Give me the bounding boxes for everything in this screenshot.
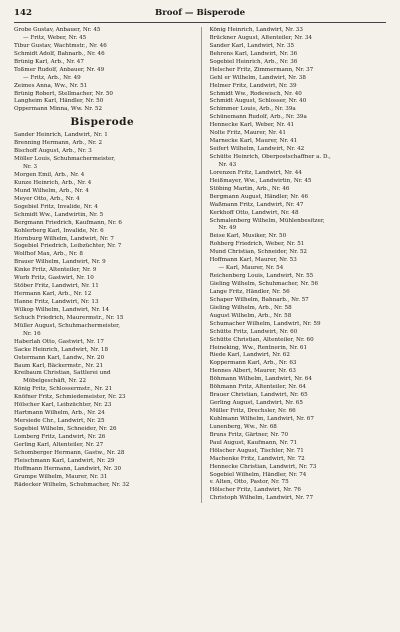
list-item: Möbelgeschäft, Nr. 22 bbox=[23, 378, 87, 385]
list-item: Hölscher August, Tischler, Nr. 71 bbox=[209, 447, 304, 454]
list-item: Stöbing Martin, Arb., Nr. 46 bbox=[209, 185, 290, 192]
list-item: König Heinrich, Landwirt, Nr. 33 bbox=[209, 27, 303, 33]
page-number: 142 bbox=[14, 8, 32, 18]
list-item: Zeimes Anna, Ww., Nr. 51 bbox=[14, 82, 88, 89]
list-item: Brünig Robert, Stellmacher, Nr. 50 bbox=[14, 90, 113, 97]
list-item: Brückner August, Altenteiler, Nr. 34 bbox=[209, 34, 312, 41]
list-item: Mersiede Chr., Landwirt, Nr. 25 bbox=[14, 418, 105, 425]
list-item: Grumpe Wilhelm, Maurer, Nr. 31 bbox=[14, 473, 108, 480]
left-main-list bbox=[14, 132, 191, 489]
list-item: Nr. 16 bbox=[23, 330, 41, 337]
list-item: Sander Heinrich, Landwirt, Nr. 1 bbox=[14, 132, 108, 139]
list-item: Schütte Fritz, Landwirt, Nr. 60 bbox=[209, 328, 298, 335]
list-item: Mund Wilhelm, Arb., Nr. 4 bbox=[14, 187, 89, 194]
list-item: Hornburg Wilhelm, Landwirt, Nr. 7 bbox=[14, 235, 114, 242]
list-item: Sogebiel Friedrich, Leibzüchter, Nr. 7 bbox=[14, 243, 122, 250]
list-item: Bruns Fritz, Gärtner, Nr. 70 bbox=[209, 431, 289, 438]
list-item: Riede Karl, Landwirt, Nr. 62 bbox=[209, 352, 290, 359]
list-item: Kunze Heinrich, Arb., Nr. 4 bbox=[14, 179, 92, 186]
list-item: Schmidt August, Schlosser, Nr. 40 bbox=[209, 98, 307, 105]
list-item: Wolfhof Max, Arb., Nr. 8 bbox=[14, 251, 83, 258]
list-item: Nr. 49 bbox=[218, 225, 237, 232]
list-item: Machenke Fritz, Landwirt, Nr. 72 bbox=[209, 455, 305, 462]
list-item: Haberlah Otto, Gastwirt, Nr. 17 bbox=[14, 338, 104, 345]
list-item: Toßmer Rudolf, Anbauer, Nr. 49 bbox=[14, 66, 105, 73]
section-title: Bisperode bbox=[70, 116, 135, 129]
list-item: Nr. 3 bbox=[23, 164, 38, 171]
list-item: Gerling August, Landwirt, Nr. 65 bbox=[209, 400, 303, 407]
list-item: Schütte Heinrich, Oberpostschaffner a. D., bbox=[209, 154, 331, 160]
list-item: Schumacher Wilhelm, Landwirt, Nr. 59 bbox=[209, 320, 321, 327]
list-item: Hoffmann Karl, Maurer, Nr. 53 bbox=[209, 257, 297, 264]
list-item: Heißmayer, Ww., Landwirtin, Nr. 45 bbox=[209, 177, 312, 184]
list-item: Reichenberg Louis, Landwirt, Nr. 55 bbox=[209, 273, 314, 280]
list-item: Hennecke Christian, Landwirt, Nr. 73 bbox=[209, 463, 317, 470]
list-item: Helscher Fritz, Zimmermann, Nr. 37 bbox=[209, 66, 314, 73]
list-item: Meyer Otto, Arb., Nr. 4 bbox=[14, 195, 80, 202]
page-header bbox=[14, 6, 386, 20]
list-item: Brenning Hermann, Arb., Nr. 2 bbox=[14, 140, 103, 147]
list-item: Nr. 43 bbox=[218, 161, 237, 168]
list-item: Lunenberg, Ww., Nr. 68 bbox=[209, 423, 277, 430]
list-item: Hoffmann Hermann, Landwirt, Nr. 30 bbox=[14, 465, 122, 472]
list-item: Kreibaum Christian, Sattlerei und bbox=[14, 370, 111, 377]
list-item: Gieling Wilhelm, Arb., Nr. 58 bbox=[209, 304, 292, 311]
list-item: Sacke Heinrich, Landwirt, Nr. 18 bbox=[14, 346, 109, 353]
list-item: Sander Karl, Landwirt, Nr. 35 bbox=[209, 42, 295, 49]
list-item: Brauer Wilhelm, Landwirt, Nr. 9 bbox=[14, 259, 106, 266]
list-item: Baum Karl, Bäckermstr., Nr. 21 bbox=[14, 362, 104, 369]
list-item: Schuch Friedrich, Maurermstr., Nr. 15 bbox=[14, 314, 124, 321]
list-item: Müller August, Schuhmachermeister, bbox=[14, 322, 120, 329]
list-item: Koppermann Karl, Arb., Nr. 63 bbox=[209, 360, 297, 367]
right-list bbox=[210, 27, 387, 503]
list-item: Sogebiel Fritz, Invalide, Nr. 4 bbox=[14, 203, 98, 210]
list-item: Schmidt Adolf, Bahnarb., Nr. 46 bbox=[14, 50, 105, 57]
list-item: Rohberg Friedrich, Weber, Nr. 51 bbox=[209, 241, 305, 248]
list-item: Lomberg Fritz, Landwirt, Nr. 26 bbox=[14, 433, 106, 440]
list-item: Schmalenberg Wilhelm, Mühlenbesitzer, bbox=[209, 217, 325, 224]
list-item: Lange Fritz, Händler, Nr. 56 bbox=[209, 288, 290, 295]
left-column bbox=[14, 27, 191, 503]
list-item: Schmidt Ww., Rodewisch, Nr. 40 bbox=[209, 90, 302, 97]
list-item: — Karl, Maurer, Nr. 54 bbox=[218, 265, 284, 272]
list-item: Böhmann Fritz, Altenteiler, Nr. 64 bbox=[209, 384, 306, 391]
list-item: Waßmann Fritz, Landwirt, Nr. 47 bbox=[209, 201, 304, 208]
list-item: Hermann Karl, Arb., Nr. 12 bbox=[14, 291, 92, 298]
header-rule bbox=[14, 22, 386, 23]
list-item: Schomberger Hermann, Gastw., Nr. 28 bbox=[14, 449, 125, 456]
list-item: Kinke Fritz, Altenteiler, Nr. 9 bbox=[14, 267, 97, 274]
list-item: Tibur Gustav, Wachtmstr., Nr. 46 bbox=[14, 42, 107, 49]
list-item: Grobe Gustav, Anbauer, Nr. 45 bbox=[14, 27, 101, 33]
list-item: Helmer Fritz, Landwirt, Nr. 39 bbox=[209, 82, 297, 89]
list-item: Kohlerberg Karl, Invalide, Nr. 6 bbox=[14, 227, 104, 234]
list-item: Gerling Karl, Altenteiler, Nr. 27 bbox=[14, 441, 104, 448]
list-item: Marnecke Karl, Maurer, Nr. 41 bbox=[209, 138, 298, 145]
list-item: Brauer Christian, Landwirt, Nr. 65 bbox=[209, 392, 308, 399]
list-item: Böhmann Wilhelm, Landwirt, Nr. 64 bbox=[209, 376, 312, 383]
list-item: Fleischmann Karl, Landwirt, Nr. 29 bbox=[14, 457, 115, 464]
list-item: Hennes Albert, Maurer, Nr. 63 bbox=[209, 368, 296, 375]
list-item: Nolte Fritz, Maurer, Nr. 41 bbox=[209, 130, 286, 137]
list-item: Rädecker Wilhelm, Schuhmacher, Nr. 32 bbox=[14, 481, 130, 488]
list-item: — Fritz, Weber, Nr. 45 bbox=[23, 34, 87, 41]
list-item: Hölscher Karl, Leibzüchter, Nr. 23 bbox=[14, 402, 112, 409]
list-item: Bergmann August, Händler, Nr. 46 bbox=[209, 193, 309, 200]
list-item: Hartmann Wilhelm, Arb., Nr. 24 bbox=[14, 410, 105, 417]
list-item: König Fritz, Schlossermstr., Nr. 21 bbox=[14, 386, 113, 393]
list-item: August Wilhelm, Arb., Nr. 58 bbox=[209, 312, 292, 319]
list-item: Christoph Wilhelm, Landwirt, Nr. 77 bbox=[209, 495, 313, 502]
list-item: Gehl er Wilhelm, Landwirt, Nr. 38 bbox=[209, 74, 306, 81]
columns bbox=[14, 27, 386, 503]
running-title: Broof — Bisperode bbox=[154, 8, 246, 18]
list-item: Wilkop Wilhelm, Landwirt, Nr. 14 bbox=[14, 306, 110, 313]
list-item: Bischoff August, Arb., Nr. 3 bbox=[14, 148, 92, 155]
list-item: Wurb Fritz, Gastwirt, Nr. 10 bbox=[14, 275, 94, 282]
list-item: Schaper Wilhelm, Bahnarb., Nr. 57 bbox=[209, 296, 309, 303]
list-item: Beise Karl, Musiker, Nr. 50 bbox=[209, 233, 287, 240]
list-item: — Fritz, Arb., Nr. 49 bbox=[23, 74, 81, 81]
list-item: Sogebiel Heinrich, Arb., Nr. 36 bbox=[209, 58, 298, 65]
list-item: Schütte Christian, Altenteiler, Nr. 60 bbox=[209, 336, 314, 343]
list-item: Heineking, Ww., Rentnerin, Nr. 61 bbox=[209, 344, 308, 351]
list-item: Morgen Emil, Arb., Nr. 4 bbox=[14, 172, 85, 178]
list-item: Ostermann Karl, Landw., Nr. 20 bbox=[14, 354, 105, 361]
list-item: Brünig Karl, Arb., Nr. 47 bbox=[14, 58, 84, 65]
list-item: Hennecke Karl, Weber, Nr. 41 bbox=[209, 122, 295, 129]
list-item: Hanne Fritz, Landwirt, Nr. 13 bbox=[14, 299, 99, 305]
list-item: Hölscher Fritz, Landwirt, Nr. 76 bbox=[209, 487, 301, 494]
list-item: Sogebiel Wilhelm, Händler, Nr. 74 bbox=[209, 471, 307, 478]
list-item: Müller Fritz, Drechsler, Nr. 66 bbox=[209, 408, 296, 414]
list-item: Langheim Karl, Händler, Nr. 50 bbox=[14, 98, 104, 105]
list-item: Behrens Karl, Landwirt, Nr. 36 bbox=[209, 50, 298, 57]
list-item: Sogebiel Wilhelm, Schneider, Nr. 26 bbox=[14, 426, 117, 432]
list-item: Stöber Fritz, Landwirt, Nr. 11 bbox=[14, 283, 99, 290]
list-item: Kuhlmann Wilhelm, Landwirt, Nr. 67 bbox=[209, 415, 314, 422]
list-item: Mund Christian, Schneider, Nr. 52 bbox=[209, 249, 307, 256]
list-item: Schmidt Ww., Landwirtin, Nr. 5 bbox=[14, 211, 104, 218]
list-item: Gieling Wilhelm, Schuhmacher, Nr. 56 bbox=[209, 281, 319, 287]
list-item: Schünemann Rudolf, Arb., Nr. 39a bbox=[209, 114, 307, 121]
list-item: v. Alten, Otto, Pastor, Nr. 75 bbox=[209, 479, 289, 486]
list-item: Seifert Wilhelm, Landwirt, Nr. 42 bbox=[209, 146, 305, 153]
list-item: Paul August, Kaufmann, Nr. 71 bbox=[209, 439, 298, 446]
list-item: Kerkhoff Otto, Landwirt, Nr. 48 bbox=[209, 209, 299, 216]
left-top-list bbox=[14, 27, 191, 114]
list-item: Lorenzen Fritz, Landwirt, Nr. 44 bbox=[209, 169, 302, 176]
list-item: Knöfner Fritz, Schmiedemeister, Nr. 23 bbox=[14, 394, 126, 401]
list-item: Oppermann Minna, Ww. Nr. 52 bbox=[14, 106, 103, 113]
list-item: Schimmer Louis, Arb., Nr. 39a bbox=[209, 106, 296, 113]
list-item: Möller Louis, Schuhmachermeister, bbox=[14, 156, 116, 163]
list-item: Bergmann Friedrich, Kaufmann, Nr. 6 bbox=[14, 219, 122, 226]
right-column bbox=[201, 27, 387, 503]
